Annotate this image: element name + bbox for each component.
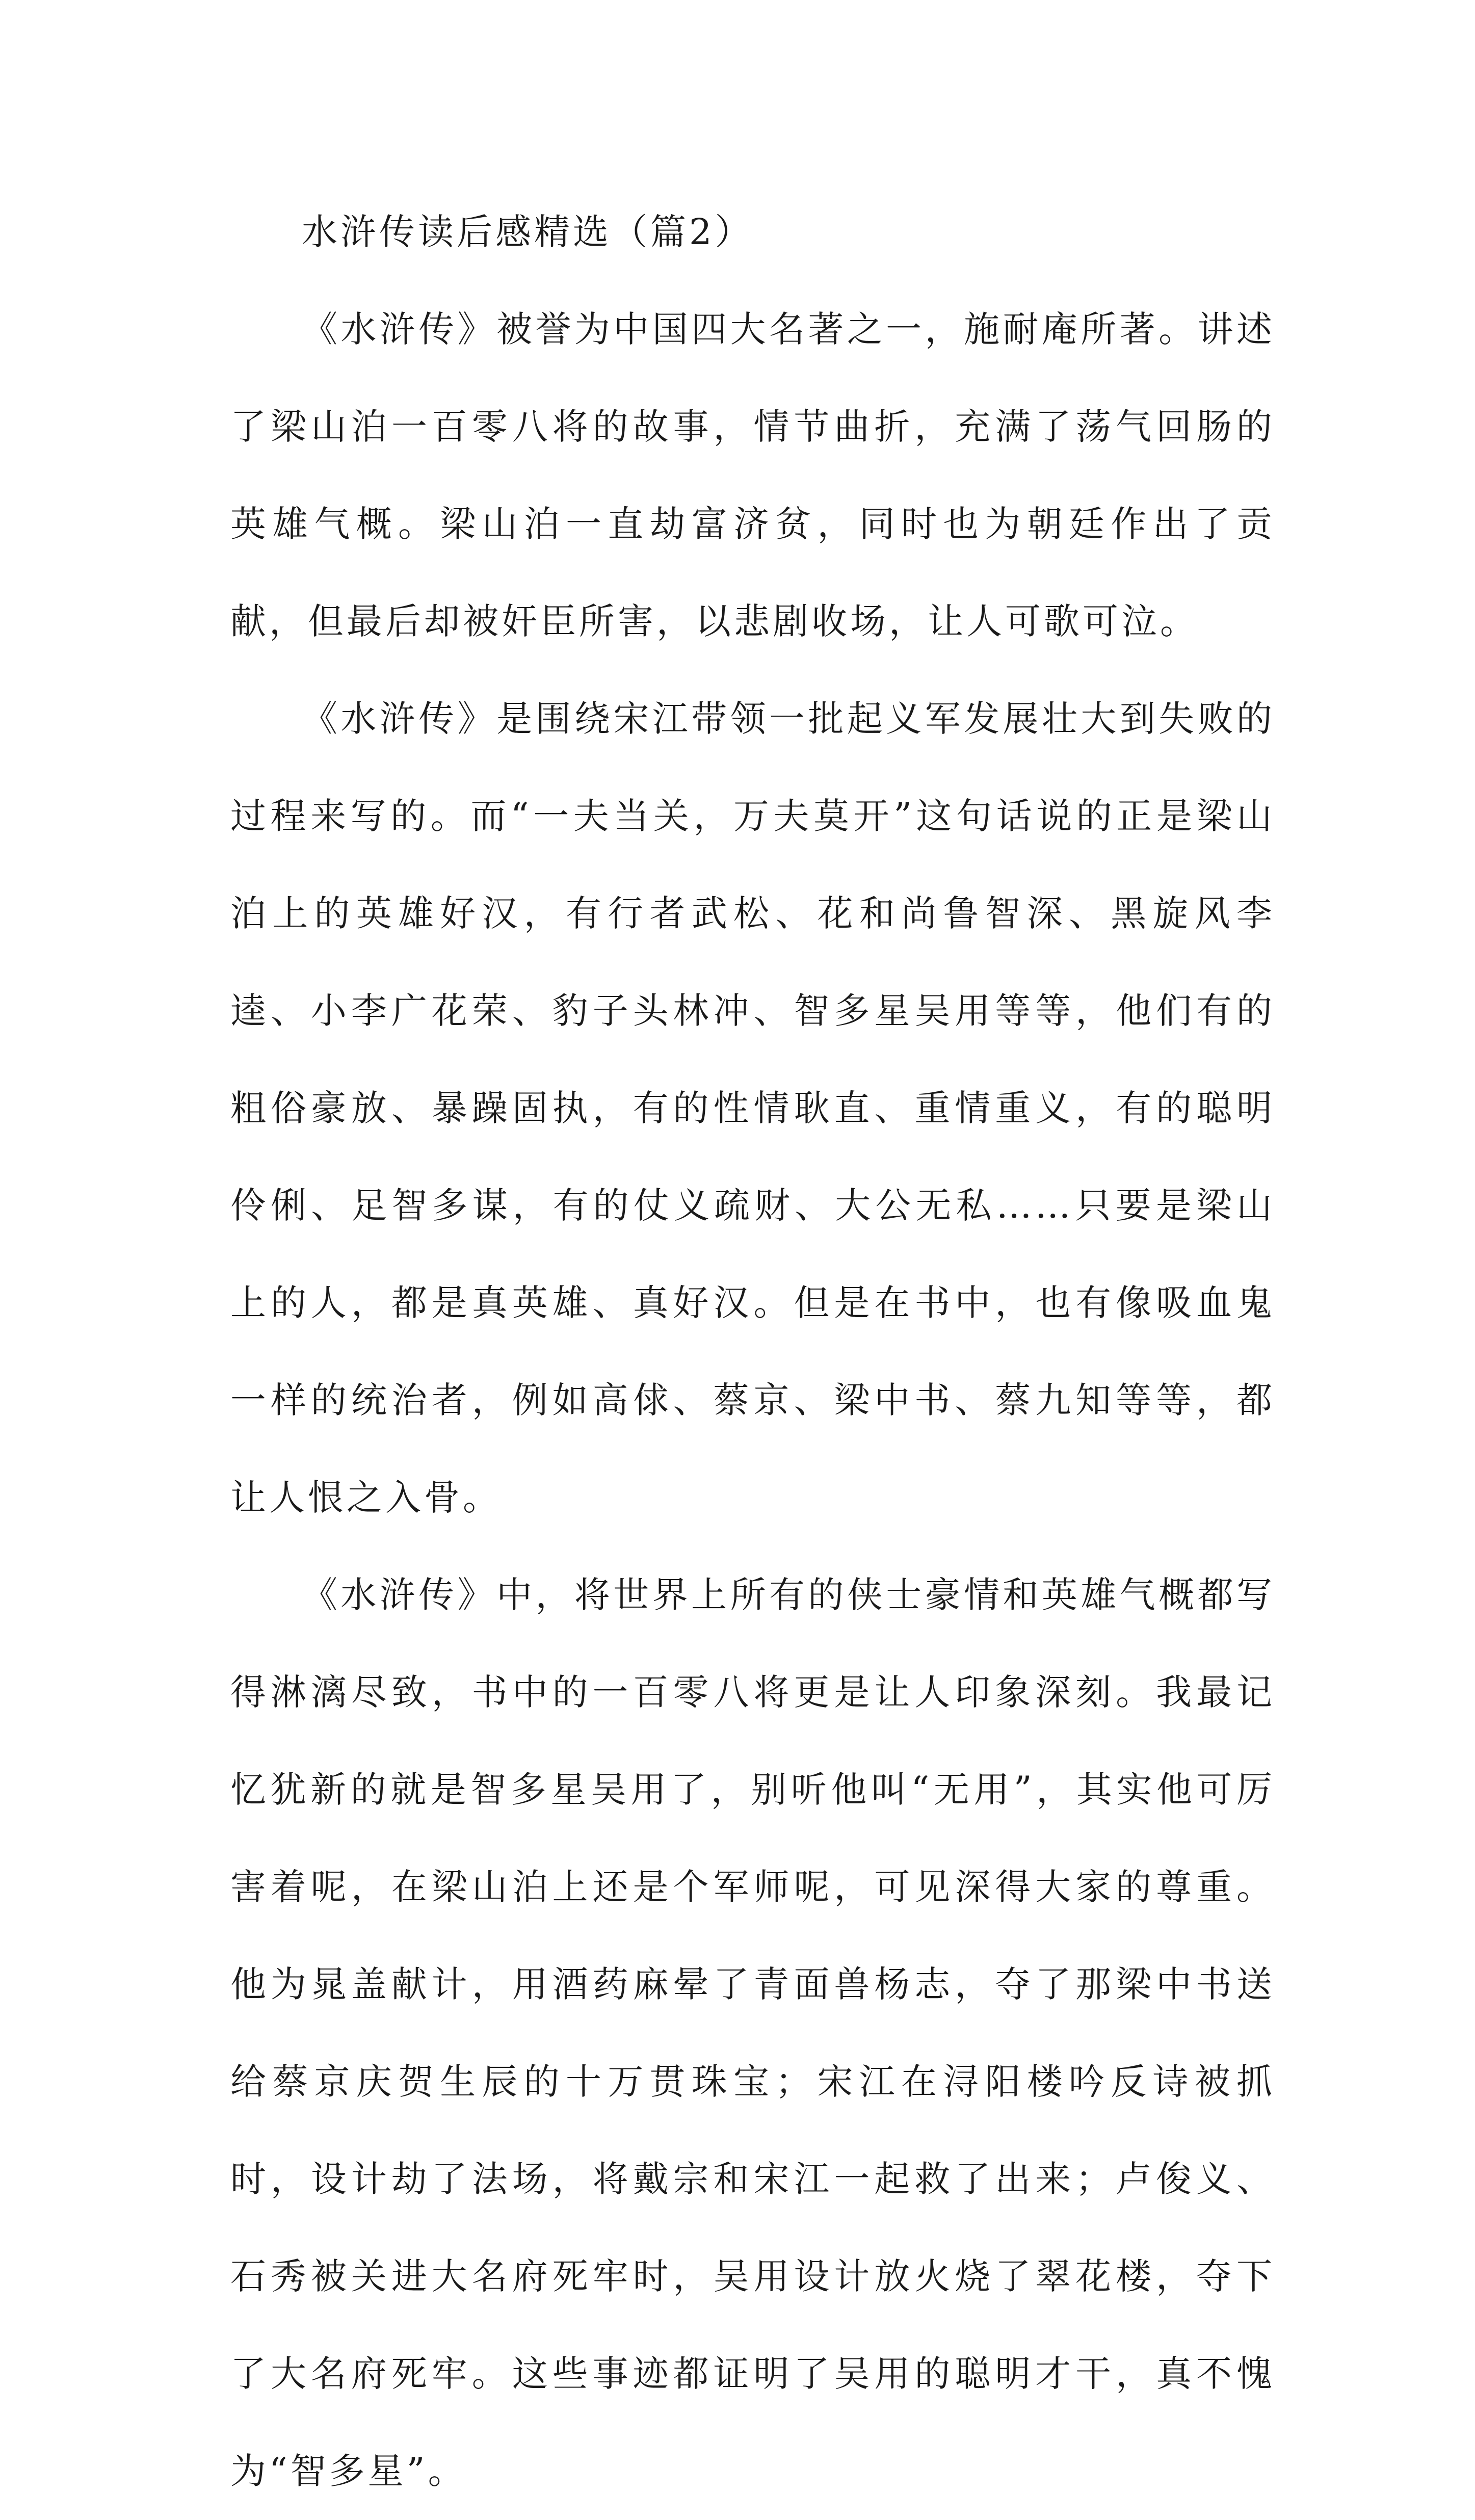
paragraph-intro: 《水浒传》被誉为中国四大名著之一，施耐庵所著。讲述了梁山泊一百零八将的故事，情节曲折，充满了荡气回肠的英雄气概。梁山泊一直劫富济贫，同时也为朝廷作出了贡献，但最后却被奸臣所害，以悲剧收场，让人可歌可泣。 [230, 308, 1275, 642]
paragraph-heroes: 《水浒传》是围绕宋江带领一批起义军发展壮大到失败的过程来写的。而“一夫当关，万夫莫开”这句话说的正是梁山泊上的英雄好汉，有行者武松、花和尚鲁智深、黑旋风李逵、小李广花荣、豹子头林冲、智多星吴用等等，他们有的粗俗豪放、暴躁固执，有的性情耿直、重情重义，有的聪明伶俐、足智多谋，有的仗义疏财、大公无私……只要是梁山上的人，都是真英雄、真好汉。但是在书中，也有像吸血鬼一样的统治者，例如高俅、蔡京、梁中书、蔡九知等等，都让人恨之入骨。 [230, 698, 1275, 1518]
document-body [230, 183, 1275, 2520]
document-title: 水浒传读后感精选（篇2） [302, 211, 754, 253]
paragraph-wu-yong: 《水浒传》中，将世界上所有的侠士豪情和英雄气概都写得淋漓尽致，书中的一百零八将更是让人印象深刻。我最记忆犹新的就是智多星吴用了，别听他叫“无用”，其实他可厉害着呢，在梁山泊上还是个军师呢，可见深得大家的尊重。他为晁盖献计，用酒药麻晕了青面兽杨志，夺了那梁中书送给蔡京庆贺生辰的十万贯珠宝；宋江在浔阳楼吟反诗被抓时，设计劫了法场，将戴宗和宋江一起救了出来；卢俊义、石秀被关进大名府死牢时，吴用设计放火烧了翠花楼，夺下了大名府死牢。这些事迹都证明了吴用的聪明才干，真不愧为“智多星”。 [230, 1574, 1275, 2492]
